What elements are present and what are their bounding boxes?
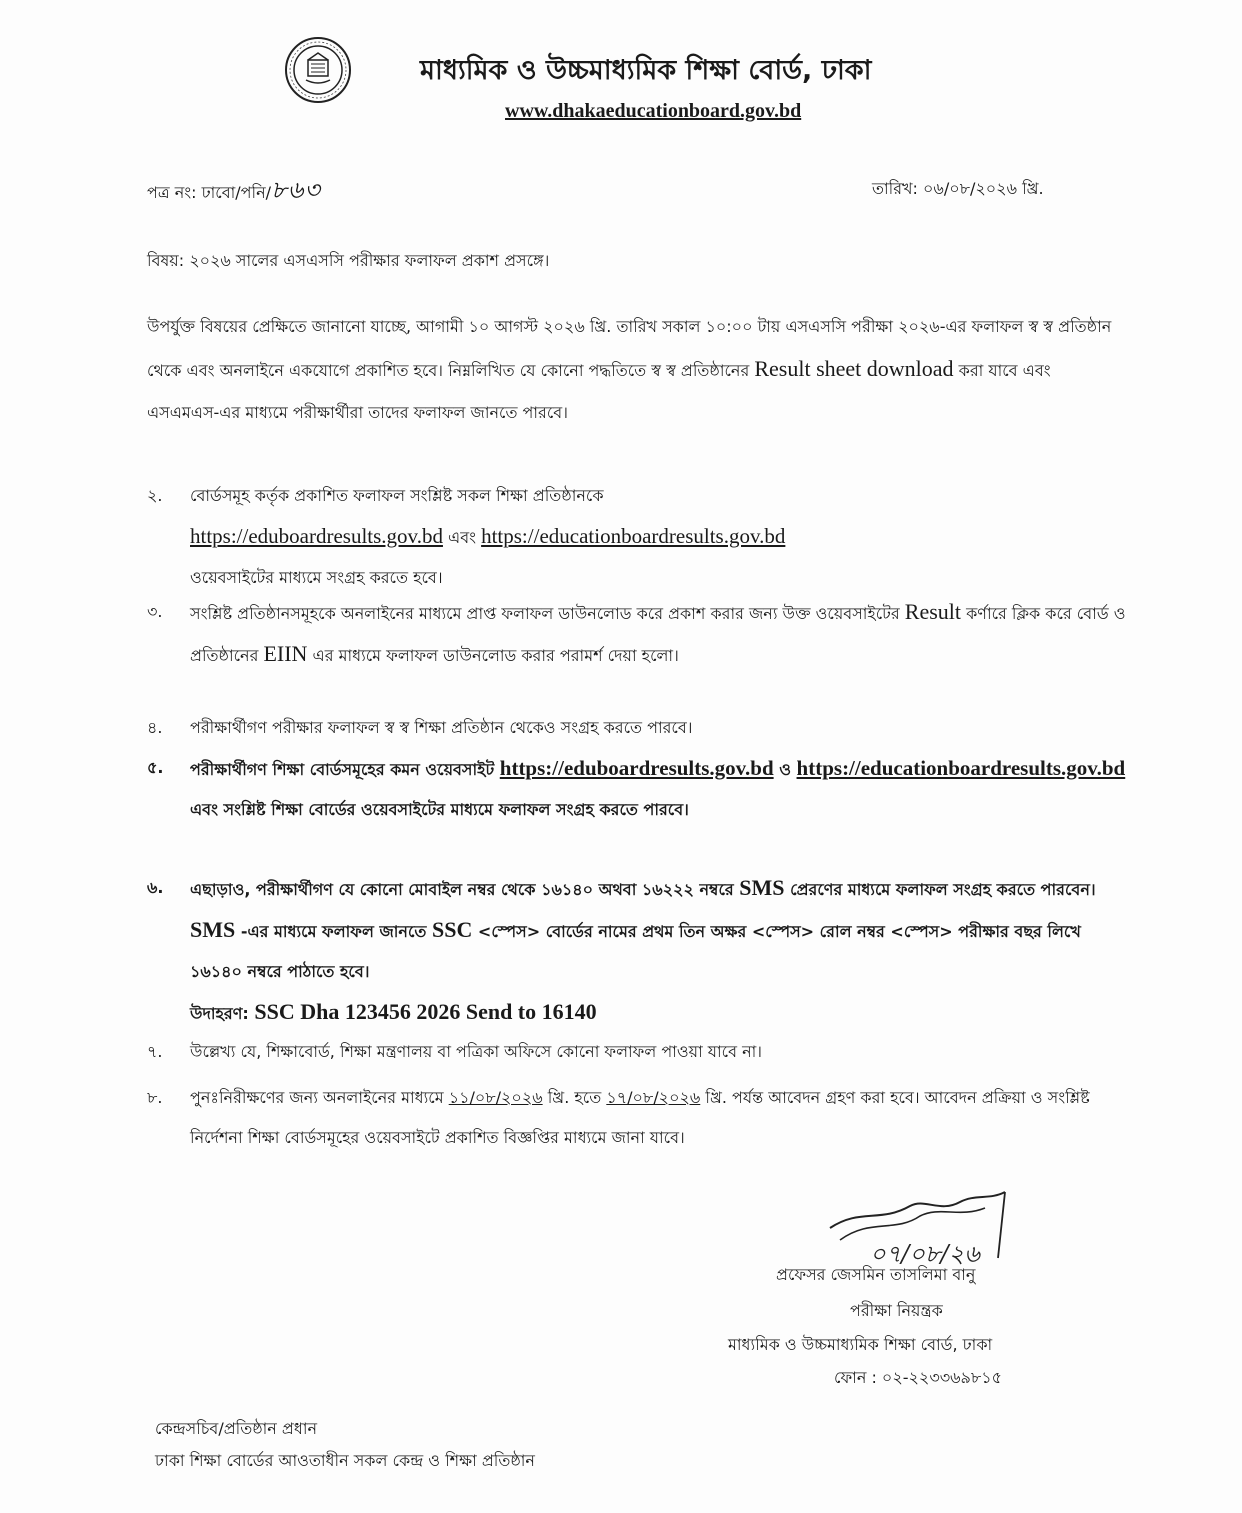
review-end-date: ১৭/০৮/২০২৬ xyxy=(606,1088,701,1107)
item-text-part: পুনঃনিরীক্ষণের জন্য অনলাইনের মাধ্যমে xyxy=(190,1088,449,1107)
item-number: ৭. xyxy=(147,1042,163,1061)
item-text xyxy=(190,592,1130,676)
intro-paragraph xyxy=(147,306,1127,434)
item-latin-text: SSC xyxy=(431,917,473,942)
letter-date: তারিখ: ০৬/০৮/২০২৬ খ্রি. xyxy=(872,179,1044,198)
board-website-link[interactable]: www.dhakaeducationboard.gov.bd xyxy=(505,100,802,122)
recipient-line-1: কেন্দ্রসচিব/প্রতিষ্ঠান প্রধান xyxy=(155,1419,318,1438)
eduboardresults-link[interactable]: https://eduboardresults.gov.bd xyxy=(190,524,443,548)
item-text-part: পরীক্ষার্থীগণ শিক্ষা বোর্ডসমূহের কমন ওয়েবসাইট xyxy=(190,760,500,779)
item-text-part: খ্রি. হতে xyxy=(542,1088,607,1107)
item-text-part: খ্রি. পর্যন্ত আবেদন গ্রহণ করা হবে। আবেদন প্রক্রিয়া ও সংশ্লিষ্ট নির্দেশনা শিক্ষা বোর্ডসমূহের ওয়েবসাইটে প্রকাশিত বিজ্ঞপ্তির মাধ্যমে জানা যাবে। xyxy=(190,1088,1090,1147)
item-text-part: -এর মাধ্যমে ফলাফল জানতে xyxy=(235,922,432,941)
item-text xyxy=(190,1078,1130,1158)
item-text xyxy=(190,868,1130,1034)
item-number: ৫. xyxy=(147,758,164,777)
signatory-office: মাধ্যমিক ও উচ্চমাধ্যমিক শিক্ষা বোর্ড, ঢাকা xyxy=(728,1335,993,1354)
signature-date: ০৭/০৮/২৬ xyxy=(870,1240,980,1268)
board-seal-icon xyxy=(284,36,352,104)
board-name: মাধ্যমিক ও উচ্চমাধ্যমিক শিক্ষা বোর্ড, ঢাকা xyxy=(420,55,872,86)
item-text-part: ও xyxy=(773,760,797,779)
item-number: ৬. xyxy=(147,878,164,897)
item-text-part: এবং সংশ্লিষ্ট শিক্ষা বোর্ডের ওয়েবসাইটের মাধ্যমে ফলাফল সংগ্রহ করতে পারবে। xyxy=(190,800,689,819)
item-text-part: এর মাধ্যমে ফলাফল ডাউনলোড করার পরামর্শ দেয়া হলো। xyxy=(307,646,679,665)
item-number: ৪. xyxy=(147,718,163,737)
signatory-name: প্রফেসর জেসমিন তাসলিমা বানু xyxy=(776,1265,976,1284)
item-latin-text: SMS xyxy=(190,917,236,942)
review-start-date: ১১/০৮/২০২৬ xyxy=(448,1088,543,1107)
item-latin-text: Result xyxy=(904,599,961,624)
reference-handwritten-number: ৮৬৩ xyxy=(271,176,321,204)
example-label: উদাহরণ: xyxy=(190,1004,255,1023)
item-text-part: প্রেরণের মাধ্যমে ফলাফল সংগ্রহ করতে পারবেন। xyxy=(784,880,1096,899)
sms-example: SSC Dha 123456 2026 Send to 16140 xyxy=(254,999,597,1024)
item-number: ২. xyxy=(147,486,163,505)
recipient-line-2: ঢাকা শিক্ষা বোর্ডের আওতাধীন সকল কেন্দ্র ও শিক্ষা প্রতিষ্ঠান xyxy=(155,1451,535,1470)
item-text-part: এছাড়াও, পরীক্ষার্থীগণ যে কোনো মোবাইল নম্বর থেকে ১৬১৪০ অথবা ১৬২২২ নম্বরে xyxy=(190,880,740,899)
educationboardresults-link[interactable]: https://educationboardresults.gov.bd xyxy=(796,756,1126,780)
item-latin-text: EIIN xyxy=(263,641,308,666)
item-text-part: সংশ্লিষ্ট প্রতিষ্ঠানসমূহকে অনলাইনের মাধ্যমে প্রাপ্ত ফলাফল ডাউনলোড করে প্রকাশ করার জন্য উক্ত ওয়েবসাইটের xyxy=(190,604,905,623)
intro-latin-text: Result sheet download xyxy=(754,356,954,381)
item-text-part: <স্পেস> বোর্ডের নামের প্রথম তিন অক্ষর <স্পেস> রোল নম্বর <স্পেস> পরীক্ষার বছর লিখে ১৬১৪০ নম্বরে পাঠাতে হবে। xyxy=(190,922,1081,981)
intro-text-1: উপর্যুক্ত বিষয়ের প্রেক্ষিতে জানানো যাচ্ছে, আগামী ১০ আগস্ট ২০২৬ খ্রি. তারিখ সকাল ১০:০০ টায় এসএসসি পরীক্ষা ২০২৬-এর ফলাফল স্ব স্ব প্রতিষ্ঠান থেকে এবং অনলাইনে একযোগে প্রকাশিত হবে। নিম্নলিখিত যে কোনো পদ্ধতিতে স্ব স্ব প্রতিষ্ঠানের xyxy=(147,317,1112,380)
item-latin-text: SMS xyxy=(739,875,785,900)
reference-label: পত্র নং: ঢাবো/পনি/ xyxy=(147,183,272,202)
signatory-designation: পরীক্ষা নিয়ন্ত্রক xyxy=(850,1301,943,1320)
item-text: পরীক্ষার্থীগণ পরীক্ষার ফলাফল স্ব স্ব শিক্ষা প্রতিষ্ঠান থেকেও সংগ্রহ করতে পারবে। xyxy=(190,718,693,737)
item-text: বোর্ডসমূহ কর্তৃক প্রকাশিত ফলাফল সংশ্লিষ্ট সকল শিক্ষা প্রতিষ্ঠানকে xyxy=(190,486,604,505)
letter-subject: বিষয়: ২০২৬ সালের এসএসসি পরীক্ষার ফলাফল প্রকাশ প্রসঙ্গে। xyxy=(147,251,550,270)
educationboardresults-link[interactable]: https://educationboardresults.gov.bd xyxy=(481,524,786,548)
item-text: ওয়েবসাইটের মাধ্যমে সংগ্রহ করতে হবে। xyxy=(190,568,443,587)
item-number: ৩. xyxy=(147,602,163,621)
item-text-part: কর্ণারে ক্লিক করে বোর্ড ও প্রতিষ্ঠানের xyxy=(190,604,1126,665)
eduboardresults-link[interactable]: https://eduboardresults.gov.bd xyxy=(499,756,774,780)
item-text: উল্লেখ্য যে, শিক্ষাবোর্ড, শিক্ষা মন্ত্রণালয় বা পত্রিকা অফিসে কোনো ফলাফল পাওয়া যাবে না। xyxy=(190,1042,762,1061)
item-text: এবং xyxy=(442,528,482,547)
item-number: ৮. xyxy=(147,1088,163,1107)
signatory-phone: ফোন : ০২-২২৩৩৬৯৮১৫ xyxy=(834,1368,1003,1387)
reference-number xyxy=(147,172,321,212)
item-text xyxy=(190,748,1130,830)
intro-text-2: করা যাবে এবং এসএমএস-এর মাধ্যমে পরীক্ষার্থীরা তাদের ফলাফল জানতে পারবে। xyxy=(147,361,1051,422)
